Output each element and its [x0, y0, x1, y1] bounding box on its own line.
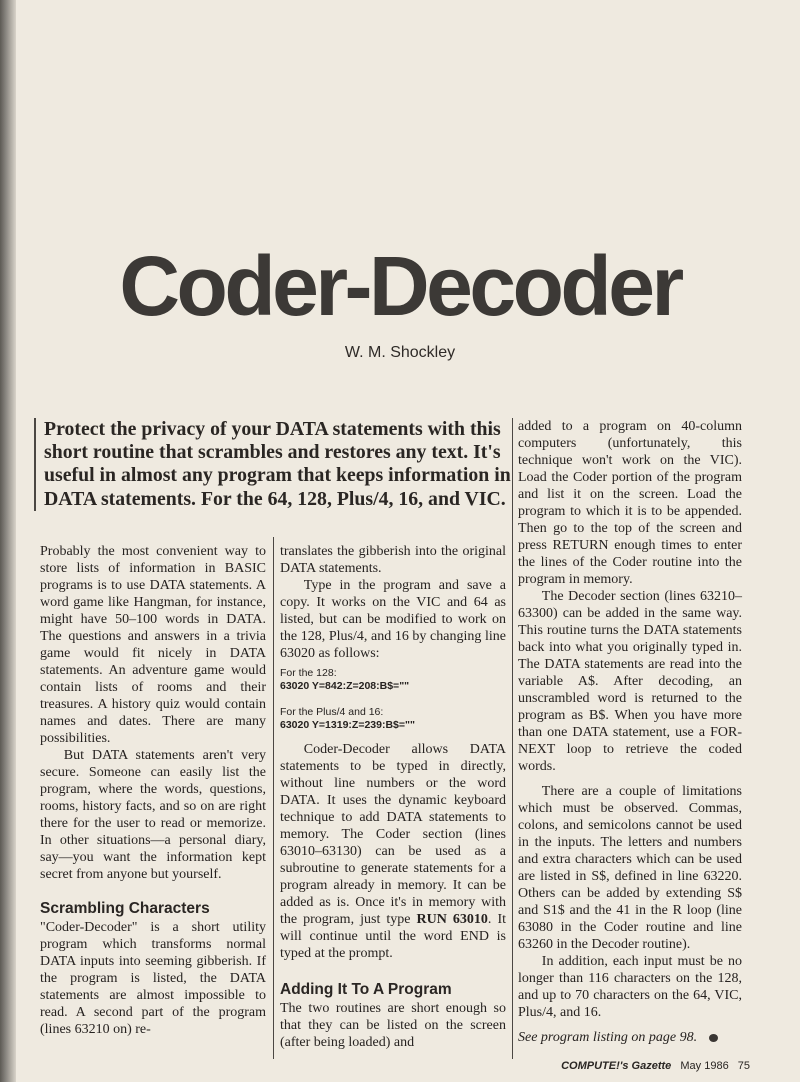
- paragraph: There are a couple of limitations which must be observed. Commas, colons, and semicolons cannot be used in the inputs. The letters and numbers and extra characters which can be used are listed in S$, defined in line 63220. Others can be added by extending S$ and S1$ and the 41 in the R loop (line 63080 in the Coder routine and line 63260 in the Decoder routine).: [518, 784, 742, 952]
- article-title: Coder-Decoder: [119, 239, 681, 333]
- text-run: Coder-Decoder allows DATA statements to be typed in directly, without line numbers or the word DATA. It uses the dynamic keyboard technique to add DATA statements to memory. The Coder section (lines 63010–63130) can be used as a subroutine to generate statements for a program already in memory. It can be added as is. Once it's in memory with the program, just type: [280, 742, 506, 927]
- program-listing-note: [518, 1029, 742, 1046]
- note-text: See program listing on page 98.: [518, 1030, 698, 1045]
- paragraph: added to a program on 40-column computers (unfortunately, this technique won't work on the VIC). Load the Coder portion of the program and list it on the screen. Load the program to which it is to be appended. Then go to the top of the screen and press RETURN enough times to enter the lines of the Coder routine into the program in memory.: [518, 419, 742, 587]
- code-block-plus4: [280, 706, 506, 732]
- section-heading-adding: Adding It To A Program: [280, 981, 452, 998]
- column-rule: [273, 537, 274, 1059]
- end-mark-icon: [709, 1034, 718, 1042]
- page-edge-shadow: [0, 0, 16, 1082]
- paragraph: The Decoder section (lines 63210–63300) can be added in the same way. This routine turns the DATA statements back into what you originally typed in. The DATA statements are read into the variable A$. After decoding, an unscrambled word is returned to the program as B$. When you have more than one DATA statement, use a FOR-NEXT loop to retrieve the coded words.: [518, 589, 742, 774]
- column-3: [518, 418, 742, 1046]
- author-byline: W. M. Shockley: [344, 344, 456, 361]
- command-run: RUN 63010: [416, 912, 488, 927]
- issue-date: May 1986: [680, 1060, 729, 1072]
- paragraph: Type in the program and save a copy. It works on the VIC and 64 as listed, but can be modified to work on the 128, Plus/4, and 16 by changing line 63020 as follows:: [280, 578, 506, 661]
- column-2: [280, 543, 506, 1051]
- magazine-name: COMPUTE!'s Gazette: [561, 1060, 672, 1072]
- column-1: [40, 543, 266, 1038]
- paragraph: "Coder-Decoder" is a short utility program which transforms normal DATA inputs into seeming gibberish. If the program is listed, the DATA statements are almost impossible to read. A second part of the program (lines 63210 on) re-: [40, 920, 266, 1037]
- article-deck: Protect the privacy of your DATA statements with this short routine that scrambles and restores any text. It's useful in almost any program that keeps information in DATA statements. For the 64, 128, Plus/4, 16, and VIC.: [34, 418, 522, 511]
- paragraph: The two routines are short enough so that they can be listed on the screen (after being loaded) and: [280, 1001, 506, 1050]
- code-line: 63020 Y=842:Z=208:B$="": [280, 680, 410, 692]
- paragraph: But DATA statements aren't very secure. Someone can easily list the program, where the words, questions, rooms, history facts, and so on are right there for the user to read or memorize. In other situations—a personal diary, say—you want the information kept secret from anyone but yourself.: [40, 748, 266, 882]
- section-heading-scrambling: Scrambling Characters: [40, 900, 210, 917]
- code-label: For the 128:: [280, 667, 337, 679]
- paragraph: Probably the most convenient way to store lists of information in BASIC programs is to use DATA statements. A word game like Hangman, for instance, might have 50–100 words in DATA. The questions and answers in a trivia game would fit nicely in DATA statements. An adventure game would contain lists of rooms and their treasures. A history quiz would contain names and dates. There are many possibilities.: [40, 544, 266, 746]
- text-run: . It will continue until the word END is typed at the prompt.: [280, 912, 506, 961]
- column-rule: [512, 418, 513, 1059]
- code-line: 63020 Y=1319:Z=239:B$="": [280, 719, 415, 731]
- paragraph: translates the gibberish into the original DATA statements.: [280, 544, 506, 576]
- page-footer: [555, 1060, 750, 1072]
- page-number: 75: [737, 1060, 750, 1072]
- code-block-128: [280, 667, 506, 693]
- paragraph: In addition, each input must be no longer than 116 characters on the 128, and up to 70 characters on the 64, VIC, Plus/4, and 16.: [518, 954, 742, 1020]
- paragraph: [280, 741, 506, 962]
- code-label: For the Plus/4 and 16:: [280, 706, 384, 718]
